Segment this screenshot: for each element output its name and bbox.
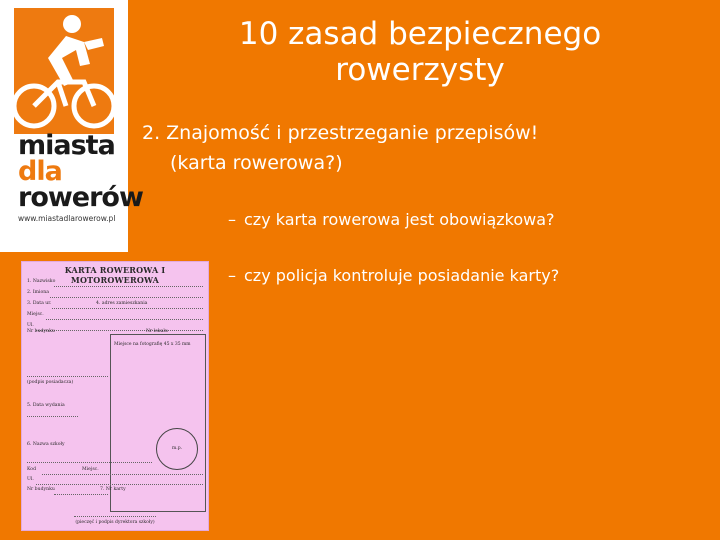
card-field: 1. Nazwisko (27, 279, 56, 284)
card-field: Miejsc. (82, 467, 99, 472)
card-field: Kod (27, 467, 37, 472)
card-dotted-line (74, 516, 156, 517)
main-point (142, 118, 538, 178)
card-dotted-line (27, 416, 78, 417)
card-dotted-line (27, 462, 152, 463)
card-school-label: 6. Nazwa szkoły (27, 442, 65, 447)
slide-title (150, 16, 690, 88)
bullet-dash: – (228, 210, 236, 229)
point-line-1: 2. Znajomość i przestrzeganie przepisów! (142, 122, 539, 144)
logo-word-rowerow: rowerów (18, 182, 143, 213)
logo (0, 0, 143, 252)
card-footer: (pieczęć i podpis dyrektora szkoły) (75, 520, 155, 525)
card-dotted-line (36, 330, 203, 331)
title-line-1: 10 zasad bezpiecznego (238, 16, 602, 52)
card-dotted-line (46, 319, 203, 320)
card-field: Ul. (27, 477, 34, 482)
card-dotted-line (50, 297, 203, 298)
logo-word-miasta: miasta (18, 130, 115, 161)
logo-url: www.miastadlarowerow.pl (18, 214, 116, 223)
bullet-text: czy policja kontroluje posiadanie karty? (244, 266, 560, 285)
card-field: Ul. (27, 323, 34, 328)
card-field: Miejsc. (27, 312, 44, 317)
card-field: 2. Imiona (27, 290, 49, 295)
bullet-item (228, 266, 559, 286)
bullet-item (228, 210, 555, 230)
card-field: Nr budynku (27, 329, 55, 334)
card-field: 4. adres zamieszkania (96, 301, 148, 306)
card-stamp-text: m.p. (172, 446, 183, 451)
bike-card-image (22, 262, 208, 530)
card-dotted-line (36, 484, 203, 485)
card-title: KARTA ROWEROWA I MOTOROWEROWA (64, 265, 166, 285)
card-field: Nr lokalu (146, 329, 168, 334)
point-line-2: (karta rowerowa?) (170, 152, 343, 174)
card-dotted-line (42, 474, 203, 475)
card-signature-label: (podpis posiadacza) (27, 380, 74, 385)
card-photo-label: Miejsce na fotografię 45 x 35 mm (114, 342, 191, 347)
card-field: Nr budynku (27, 487, 55, 492)
card-field: 7. Nr karty (100, 487, 126, 492)
card-photo-box (110, 334, 206, 512)
bullet-text: czy karta rowerowa jest obowiązkowa? (244, 210, 555, 229)
card-dotted-line (27, 376, 108, 377)
card-field: 3. Data ur. (27, 301, 52, 306)
card-dotted-line (54, 494, 108, 495)
cyclist-icon (14, 8, 114, 134)
logo-word-dla: dla (18, 156, 62, 187)
card-dotted-line (52, 308, 203, 309)
card-dotted-line (54, 286, 203, 287)
card-issued-label: 5. Data wydania (27, 403, 65, 408)
bullet-dash: – (228, 266, 236, 285)
title-line-2: rowerzysty (335, 52, 505, 88)
